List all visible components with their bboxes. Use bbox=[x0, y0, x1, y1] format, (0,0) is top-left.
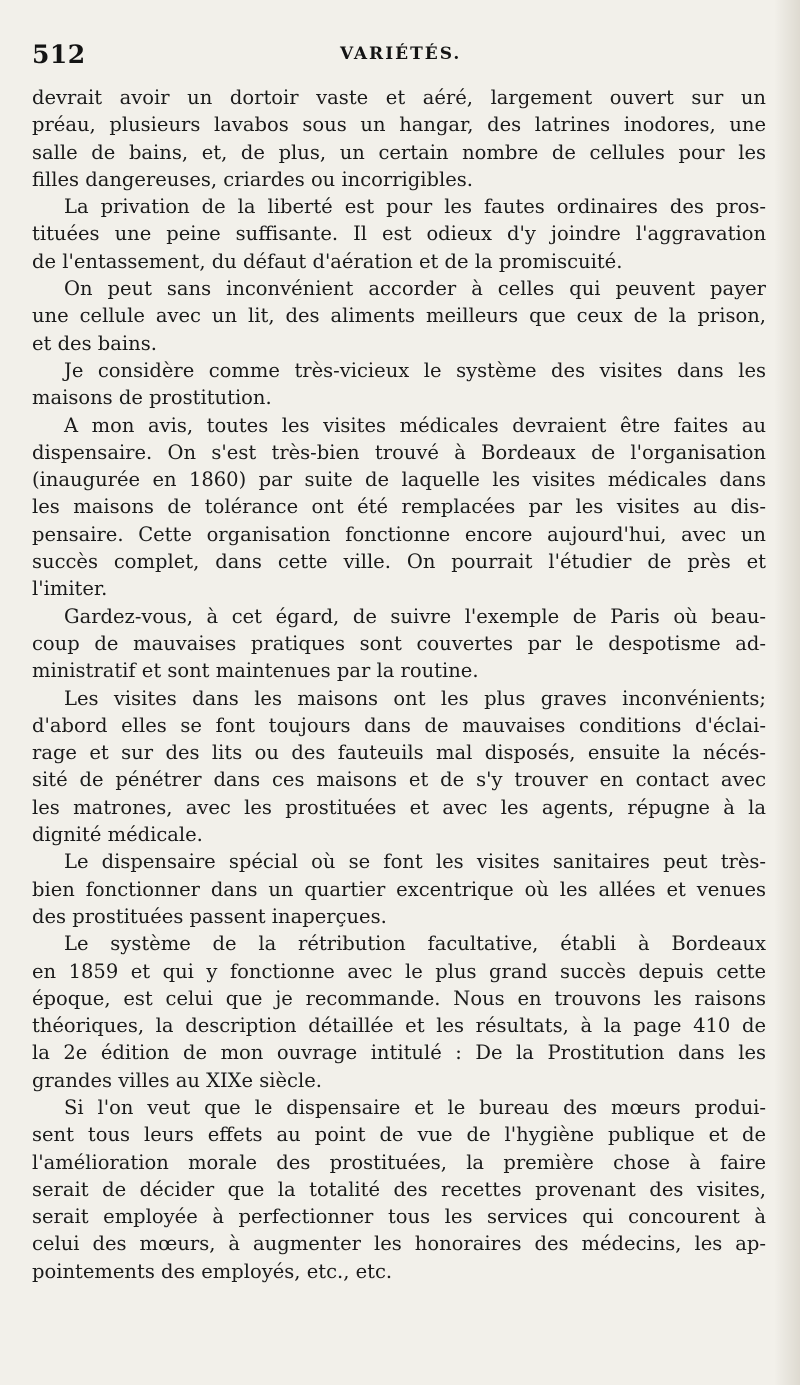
text-line: théoriques, la description détaillée et les résultats, à la page 410 de bbox=[32, 1014, 766, 1038]
text-line: dispensaire. On s'est très-bien trouvé à Bordeaux de l'organisation bbox=[32, 440, 766, 464]
text-line: succès complet, dans cette ville. On pourrait l'étudier de près et bbox=[32, 550, 766, 574]
text-line: Si l'on veut que le dispensaire et le bureau des mœurs produi- bbox=[64, 1095, 766, 1119]
body-text bbox=[32, 84, 766, 1285]
text-line: salle de bains, et, de plus, un certain nombre de cellules pour les bbox=[32, 140, 766, 164]
text-line: (inaugurée en 1860) par suite de laquelle les visites médicales dans bbox=[32, 468, 766, 492]
text-line: époque, est celui que je recommande. Nous en trouvons les raisons bbox=[32, 986, 766, 1010]
text-line: ministratif et sont maintenues par la routine. bbox=[32, 659, 479, 683]
text-line: coup de mauvaises pratiques sont couvertes par le despotisme ad- bbox=[32, 631, 766, 655]
text-line: Le dispensaire spécial où se font les visites sanitaires peut très- bbox=[64, 850, 766, 874]
text-line: filles dangereuses, criardes ou incorrigibles. bbox=[32, 167, 473, 191]
page-header bbox=[32, 40, 772, 74]
text-line: rage et sur des lits ou des fauteuils mal disposés, ensuite la nécés- bbox=[32, 741, 766, 765]
text-line: tituées une peine suffisante. Il est odieux d'y joindre l'aggravation bbox=[32, 222, 766, 246]
text-line: La privation de la liberté est pour les fautes ordinaires des pros- bbox=[64, 195, 766, 219]
text-line: dignité médicale. bbox=[32, 823, 203, 847]
text-line: grandes villes au XIXe siècle. bbox=[32, 1068, 322, 1092]
text-line: sent tous leurs effets au point de vue de l'hygiène publique et de bbox=[32, 1123, 766, 1147]
text-line: en 1859 et qui y fonctionne avec le plus grand succès depuis cette bbox=[32, 959, 766, 983]
text-line: préau, plusieurs lavabos sous un hangar, des latrines inodores, une bbox=[32, 113, 766, 137]
text-line: Les visites dans les maisons ont les plus graves inconvénients; bbox=[64, 686, 766, 710]
text-line: l'imiter. bbox=[32, 577, 108, 601]
text-line: des prostituées passent inaperçues. bbox=[32, 904, 387, 928]
text-line: pensaire. Cette organisation fonctionne encore aujourd'hui, avec un bbox=[32, 522, 766, 546]
text-line: les matrones, avec les prostituées et avec les agents, répugne à la bbox=[32, 795, 766, 819]
text-line: bien fonctionner dans un quartier excentrique où les allées et venues bbox=[32, 877, 766, 901]
text-line: sité de pénétrer dans ces maisons et de s'y trouver en contact avec bbox=[32, 768, 766, 792]
text-line: serait employée à perfectionner tous les services qui concourent à bbox=[32, 1205, 766, 1229]
text-line: Gardez-vous, à cet égard, de suivre l'exemple de Paris où beau- bbox=[64, 604, 766, 628]
text-line: l'amélioration morale des prostituées, la première chose à faire bbox=[32, 1150, 766, 1174]
text-line: et des bains. bbox=[32, 331, 157, 355]
text-line: A mon avis, toutes les visites médicales devraient être faites au bbox=[64, 413, 766, 437]
text-line: maisons de prostitution. bbox=[32, 386, 272, 410]
text-line: d'abord elles se font toujours dans de mauvaises conditions d'éclai- bbox=[32, 713, 766, 737]
text-line: Je considère comme très-vicieux le système des visites dans les bbox=[64, 358, 766, 382]
text-line: devrait avoir un dortoir vaste et aéré, largement ouvert sur un bbox=[32, 86, 766, 109]
text-line: les maisons de tolérance ont été remplacées par les visites au dis- bbox=[32, 495, 766, 519]
text-line: la 2e édition de mon ouvrage intitulé : De la Prostitution dans les bbox=[32, 1041, 766, 1065]
text-line: Le système de la rétribution facultative, établi à Bordeaux bbox=[64, 932, 766, 956]
text-line: On peut sans inconvénient accorder à celles qui peuvent payer bbox=[64, 277, 766, 301]
text-line: pointements des employés, etc., etc. bbox=[32, 1259, 393, 1283]
text-line: de l'entassement, du défaut d'aération et de la promiscuité. bbox=[32, 249, 623, 273]
text-line: celui des mœurs, à augmenter les honoraires des médecins, les ap- bbox=[32, 1232, 766, 1256]
text-line: une cellule avec un lit, des aliments meilleurs que ceux de la prison, bbox=[32, 304, 766, 328]
page-number: 512 bbox=[32, 40, 86, 69]
page-edge-shadow bbox=[774, 0, 800, 1385]
text-line: serait de décider que la totalité des recettes provenant des visites, bbox=[32, 1177, 766, 1201]
running-head: VARIÉTÉS. bbox=[340, 44, 462, 64]
